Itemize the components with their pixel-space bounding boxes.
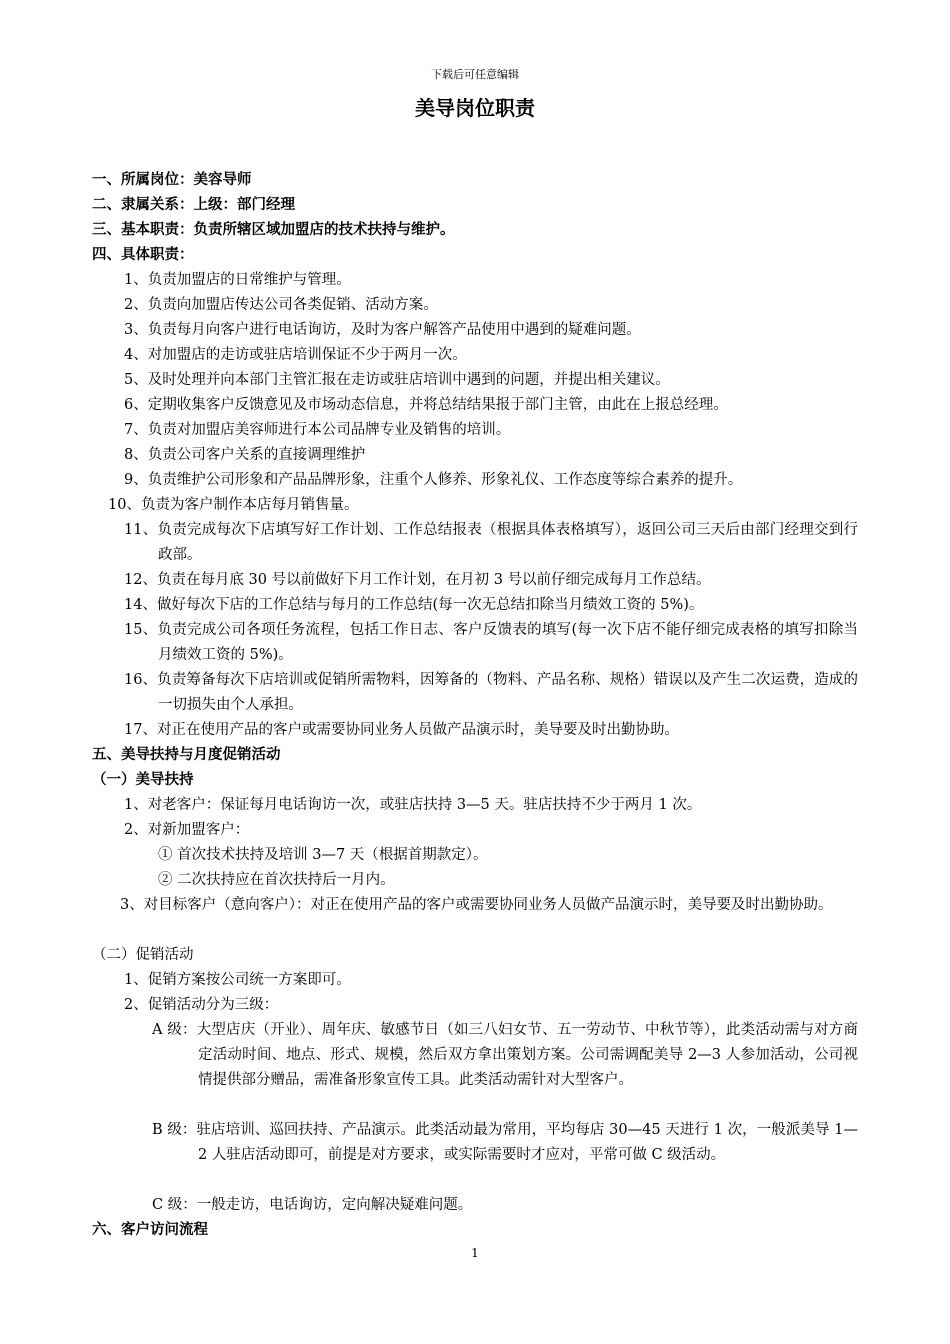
support-item: 1、对老客户：保证每月电话询访一次，或驻店扶持 3—5 天。驻店扶持不少于两月 1 次。 [124, 797, 702, 813]
promo-item: 1、促销方案按公司统一方案即可。 [124, 972, 351, 988]
support-item: 2、对新加盟客户： [124, 822, 250, 838]
header-note: 下载后可任意编辑 [431, 68, 519, 81]
duty-item: 9、负责维护公司形象和产品品牌形象，注重个人修养、形象礼仪、工作态度等综合素养的提升。 [124, 472, 743, 488]
duty-item: 17、对正在使用产品的客户或需要协同业务人员做产品演示时，美导要及时出勤协助。 [124, 722, 679, 738]
duty-item: 16、负责筹备每次下店培训或促销所需物料，因筹备的（物料、产品名称、规格）错误以及产生二次运费，造成的一切损失由个人承担。 [124, 672, 858, 713]
duty-item: 15、负责完成公司各项任务流程，包括工作日志、客户反馈表的填写(每一次下店不能仔细完成表格的填写扣除当月绩效工资的 5%)。 [124, 622, 858, 663]
section-basic-duty: 三、基本职责：负责所辖区域加盟店的技术扶持与维护。 [92, 222, 455, 238]
promo-level-c: C 级：一般走访，电话询访，定向解决疑难问题。 [152, 1197, 473, 1213]
page-number: 1 [471, 1246, 479, 1260]
duty-item: 4、对加盟店的走访或驻店培训保证不少于两月一次。 [124, 347, 467, 363]
duty-item: 10、负责为客户制作本店每月销售量。 [108, 497, 359, 513]
duty-item: 8、负责公司客户关系的直接调理维护 [124, 447, 366, 463]
section-support-promo: 五、美导扶持与月度促销活动 [92, 747, 281, 763]
subsection-promo: （二）促销活动 [92, 947, 194, 963]
duty-item: 3、负责每月向客户进行电话询访，及时为客户解答产品使用中遇到的疑难问题。 [124, 322, 641, 338]
support-subitem: ① 首次技术扶持及培训 3—7 天（根据首期款定）。 [158, 847, 488, 863]
duty-item: 14、做好每次下店的工作总结与每月的工作总结(每一次无总结扣除当月绩效工资的 5%)。 [124, 597, 704, 613]
duty-item: 11、负责完成每次下店填写好工作计划、工作总结报表（根据具体表格填写），返回公司三天后由部门经理交到行政部。 [124, 522, 858, 563]
section-visit-process: 六、客户访问流程 [92, 1222, 208, 1238]
duty-item: 2、负责向加盟店传达公司各类促销、活动方案。 [124, 297, 438, 313]
section-specific-duties: 四、具体职责： [92, 247, 194, 263]
duty-item: 5、及时处理并向本部门主管汇报在走访或驻店培训中遇到的问题，并提出相关建议。 [124, 372, 670, 388]
section-position: 一、所属岗位：美容导师 [92, 172, 252, 188]
page-title: 美导岗位职责 [415, 96, 535, 120]
support-subitem: ② 二次扶持应在首次扶持后一月内。 [158, 872, 395, 888]
subsection-support: （一）美导扶持 [92, 772, 194, 788]
duty-item: 6、定期收集客户反馈意见及市场动态信息，并将总结结果报于部门主管，由此在上报总经理。 [124, 397, 728, 413]
promo-level-a: A 级：大型店庆（开业）、周年庆、敏感节日（如三八妇女节、五一劳动节、中秋节等），此类活动需与对方商定活动时间、地点、形式、规模，然后双方拿出策划方案。公司需调配美导 2—3 人参加活动，公司视情提供部分赠品，需准备形象宣传工具。此类活动需针对大型客户。 [152, 1022, 858, 1088]
duty-item: 7、负责对加盟店美容师进行本公司品牌专业及销售的培训。 [124, 422, 511, 438]
promo-item: 2、促销活动分为三级： [124, 997, 279, 1013]
promo-level-b: B 级：驻店培训、巡回扶持、产品演示。此类活动最为常用，平均每店 30—45 天进行 1 次，一般派美导 1—2 人驻店活动即可，前提是对方要求，或实际需要时才应对，平常可做 C 级活动。 [152, 1122, 858, 1163]
duty-item: 1、负责加盟店的日常维护与管理。 [124, 272, 351, 288]
section-relation: 二、隶属关系：上级：部门经理 [92, 197, 295, 213]
support-item: 3、对目标客户（意向客户）：对正在使用产品的客户或需要协同业务人员做产品演示时，美导要及时出勤协助。 [120, 897, 833, 913]
duty-item: 12、负责在每月底 30 号以前做好下月工作计划，在月初 3 号以前仔细完成每月工作总结。 [124, 572, 711, 588]
